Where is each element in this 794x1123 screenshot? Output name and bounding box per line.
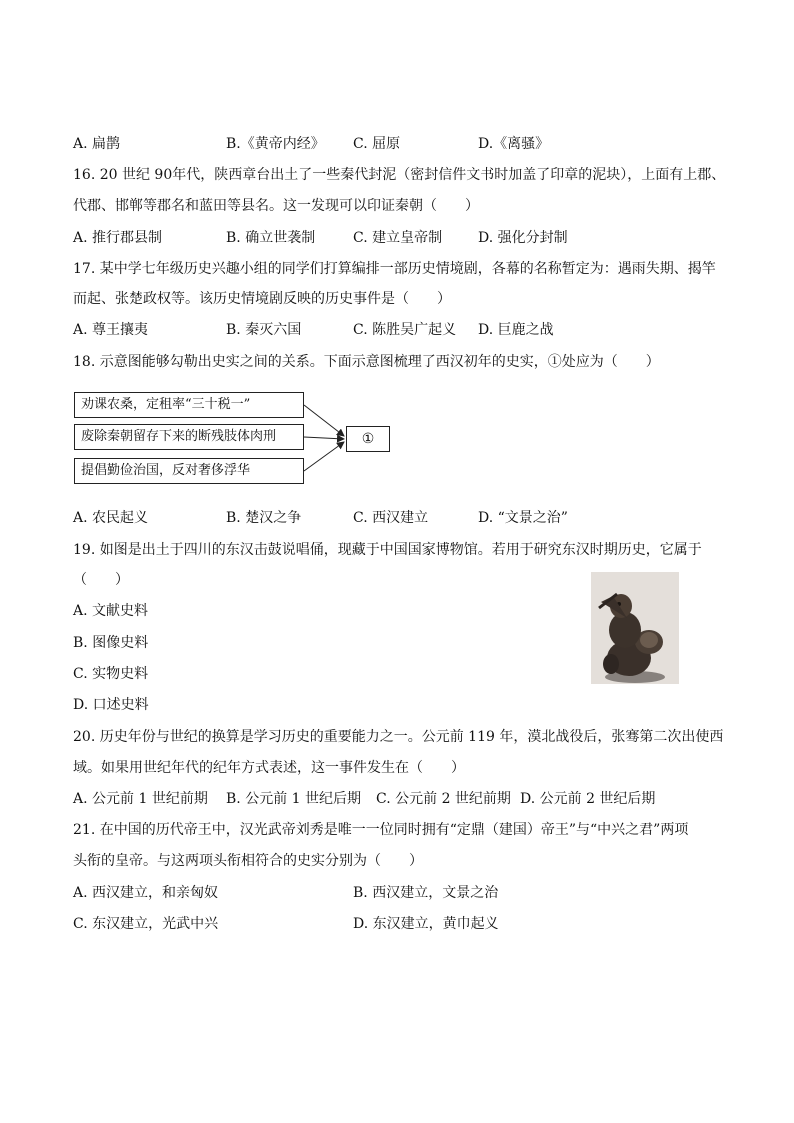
q15-option-a: A. 扁鹊 [73,136,121,152]
q17-stem-line2: 而起、张楚政权等。该历史情境剧反映的历史事件是（ ） [73,291,451,307]
q21-stem-line2: 头衔的皇帝。与这两项头衔相符合的史实分别为（ ） [73,853,423,869]
q19-stem-line1: 19. 如图是出土于四川的东汉击鼓说唱俑，现藏于中国国家博物馆。若用于研究东汉时期历史，它属于 [73,542,702,558]
q16-option-c: C. 建立皇帝制 [353,230,443,246]
q20-stem-line1: 20. 历史年份与世纪的换算是学习历史的重要能力之一。公元前 119 年，漠北战役后，张骞第二次出使西 [73,729,724,745]
q17-option-a: A. 尊王攘夷 [73,322,149,338]
q18-diagram-box-1: 劝课农桑，定租率“三十税一” [74,392,304,418]
q20-option-a: A. 公元前 1 世纪前期 [73,791,208,807]
q18-diagram-box-3: 提倡勤俭治国，反对奢侈浮华 [74,458,304,484]
q18-diagram-box-2: 废除秦朝留存下来的断残肢体肉刑 [74,424,304,450]
q19-option-d: D. 口述史料 [73,697,149,713]
q15-option-b: B.《黄帝内经》 [226,136,325,152]
q18-option-b: B. 楚汉之争 [226,510,302,526]
q16-option-b: B. 确立世袭制 [226,230,316,246]
q18-stem-line1: 18. 示意图能够勾勒出史实之间的关系。下面示意图梳理了西汉初年的史实，①处应为（ ） [73,354,660,370]
q16-option-d: D. 强化分封制 [478,230,568,246]
q20-option-c: C. 公元前 2 世纪前期 [376,791,511,807]
q19-option-a: A. 文献史料 [73,603,149,619]
q18-option-c: C. 西汉建立 [353,510,429,526]
q19-option-b: B. 图像史料 [73,635,149,651]
q21-option-a: A. 西汉建立，和亲匈奴 [73,885,219,901]
q15-option-d: D.《离骚》 [478,136,550,152]
q19-stem-line2: （ ） [73,572,129,588]
q21-option-b: B. 西汉建立，文景之治 [353,885,499,901]
q21-option-d: D. 东汉建立，黄巾起义 [353,916,499,932]
q20-stem-line2: 域。如果用世纪年代的纪年方式表述，这一事件发生在（ ） [73,760,465,776]
q18-diagram-result-box: ① [346,426,390,452]
q17-option-b: B. 秦灭六国 [226,322,302,338]
q15-option-c: C. 屈原 [353,136,401,152]
q18-option-d: D. “文景之治” [478,510,568,526]
q21-option-c: C. 东汉建立，光武中兴 [73,916,219,932]
q17-option-d: D. 巨鹿之战 [478,322,554,338]
q16-stem-line2: 代郡、邯郸等郡名和蓝田等县名。这一发现可以印证秦朝（ ） [73,198,479,214]
drum-storyteller-figurine-photo [591,572,679,684]
q20-option-b: B. 公元前 1 世纪后期 [226,791,361,807]
q19-option-c: C. 实物史料 [73,666,149,682]
q21-stem-line1: 21. 在中国的历代帝王中，汉光武帝刘秀是唯一一位同时拥有“定鼎（建国）帝王”与“中兴之君”两项 [73,822,689,838]
q16-option-a: A. 推行郡县制 [73,230,163,246]
q17-option-c: C. 陈胜吴广起义 [353,322,457,338]
q18-option-a: A. 农民起义 [73,510,149,526]
q17-stem-line1: 17. 某中学七年级历史兴趣小组的同学们打算编排一部历史情境剧，各幕的名称暂定为：遇雨失期、揭竿 [73,261,716,277]
q16-stem-line1: 16. 20 世纪 90年代，陕西章台出土了一些秦代封泥（密封信件文书时加盖了印章的泥块），上面有上郡、 [73,167,726,183]
q20-option-d: D. 公元前 2 世纪后期 [520,791,656,807]
